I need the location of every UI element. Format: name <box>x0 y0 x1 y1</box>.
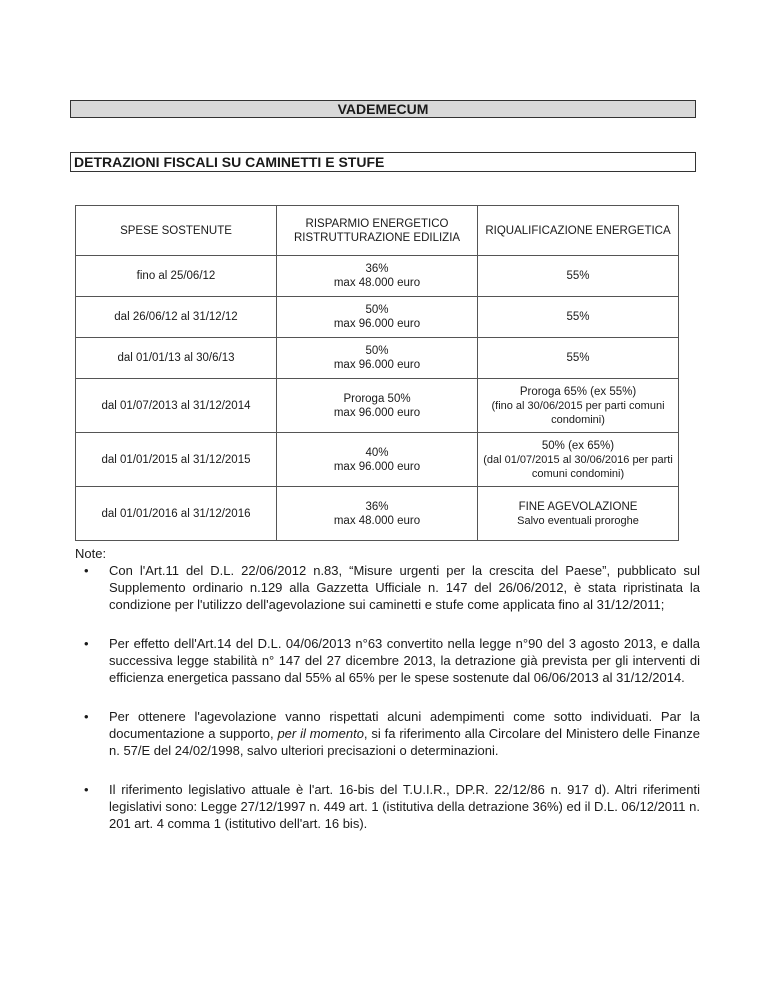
table-row <box>76 297 679 338</box>
riqualificazione-value: FINE AGEVOLAZIONE <box>518 500 638 513</box>
table-header-row <box>76 206 679 256</box>
header-risparmio: RISPARMIO ENERGETICO RISTRUTTURAZIONE EDILIZIA <box>277 206 478 256</box>
document-title: VADEMECUM <box>70 100 696 118</box>
deductions-table <box>75 205 679 541</box>
notes-label: Note: <box>75 546 107 561</box>
note-item <box>84 708 700 759</box>
risparmio-cell <box>277 297 478 338</box>
risparmio-value: 40% <box>365 446 389 459</box>
period-cell: dal 01/01/13 al 30/6/13 <box>76 338 277 379</box>
risparmio-value: 36% <box>365 263 389 275</box>
riqualificazione-cell <box>478 487 679 541</box>
riqualificazione-note: Salvo eventuali proroghe <box>517 514 639 527</box>
period-cell: dal 01/07/2013 al 31/12/2014 <box>76 379 277 433</box>
note-item <box>84 562 700 613</box>
section-title: DETRAZIONI FISCALI SU CAMINETTI E STUFE <box>70 152 696 172</box>
risparmio-limit: max 96.000 euro <box>333 359 421 371</box>
riqualificazione-value: Proroga 65% (ex 55%) <box>519 385 637 398</box>
risparmio-limit: max 96.000 euro <box>333 406 421 419</box>
note-text <box>109 709 700 758</box>
table-row <box>76 433 679 487</box>
bullet-icon: • <box>84 709 89 724</box>
riqualificazione-cell <box>478 297 679 338</box>
table-row <box>76 256 679 297</box>
table-row <box>76 487 679 541</box>
risparmio-cell <box>277 338 478 379</box>
risparmio-value: Proroga 50% <box>343 392 411 405</box>
risparmio-value: 36% <box>365 500 389 513</box>
risparmio-value: 50% <box>365 345 389 357</box>
risparmio-value: 50% <box>365 304 389 316</box>
notes-list <box>84 562 700 848</box>
table-row <box>76 338 679 379</box>
risparmio-cell <box>277 379 478 433</box>
period-cell: dal 01/01/2015 al 31/12/2015 <box>76 433 277 487</box>
note-text: Per effetto dell'Art.14 del D.L. 04/06/2013 n°63 convertito nella legge n°90 del 3 agosto 2013, e dalla successiva legge stabilità n° 147 del 27 dicembre 2013, la detrazione già prevista per gli interventi di efficienza energetica passano dal 55% al 65% per le spese sostenute dal 06/06/2013 al 31/12/2014. <box>109 636 700 685</box>
risparmio-limit: max 96.000 euro <box>333 460 421 473</box>
note-text: Con l'Art.11 del D.L. 22/06/2012 n.83, “Misure urgenti per la crescita del Paese”, pubblicato sul Supplemento ordinario n.129 alla Gazzetta Ufficiale n. 147 del 26/06/2012, è stata ripristinata la condizione per l'utilizzo dell'agevolazione sui caminetti e stufe come applicata fino al 31/12/2011; <box>109 563 700 612</box>
risparmio-cell <box>277 487 478 541</box>
period-cell: dal 01/01/2016 al 31/12/2016 <box>76 487 277 541</box>
risparmio-cell <box>277 256 478 297</box>
header-spese: SPESE SOSTENUTE <box>76 206 277 256</box>
bullet-icon: • <box>84 782 89 797</box>
header-riqualificazione: RIQUALIFICAZIONE ENERGETICA <box>478 206 679 256</box>
note-emphasis: per il momento <box>277 726 364 741</box>
riqualificazione-value: 50% (ex 65%) <box>541 439 615 452</box>
risparmio-limit: max 96.000 euro <box>333 318 421 330</box>
period-cell: dal 26/06/12 al 31/12/12 <box>76 297 277 338</box>
bullet-icon: • <box>84 563 89 578</box>
risparmio-limit: max 48.000 euro <box>333 514 421 527</box>
riqualificazione-note: (dal 01/07/2015 al 30/06/2016 per parti comuni condomini) <box>483 453 673 480</box>
note-text-part: Per ottenere l'agevolazione vanno rispettati alcuni adempimenti come sotto individuati. Par la documentazione a supporto, <box>109 709 700 741</box>
table-row <box>76 379 679 433</box>
risparmio-limit: max 48.000 euro <box>333 277 421 289</box>
riqualificazione-note: (fino al 30/06/2015 per parti comuni condomini) <box>491 399 665 426</box>
note-text-part: , si fa riferimento alla Circolare del Ministero delle Finanze n. 57/E del 24/02/1998, salvo ulteriori precisazioni o determinazioni. <box>109 726 700 758</box>
riqualificazione-cell <box>478 379 679 433</box>
riqualificazione-value: 55% <box>566 270 590 282</box>
riqualificazione-cell <box>478 338 679 379</box>
riqualificazione-value: 55% <box>566 311 590 323</box>
riqualificazione-cell <box>478 433 679 487</box>
note-item <box>84 781 700 832</box>
period-cell: fino al 25/06/12 <box>76 256 277 297</box>
bullet-icon: • <box>84 636 89 651</box>
riqualificazione-value: 55% <box>566 352 590 364</box>
note-text: Il riferimento legislativo attuale è l'art. 16-bis del T.U.I.R., DP.R. 22/12/86 n. 917 d). Altri riferimenti legislativi sono: Legge 27/12/1997 n. 449 art. 1 (istitutiva della detrazione 36%) ed il D.L. 06/12/2011 n. 201 art. 4 comma 1 (istitutivo dell'art. 16 bis). <box>109 782 700 831</box>
riqualificazione-cell <box>478 256 679 297</box>
risparmio-cell <box>277 433 478 487</box>
note-item <box>84 635 700 686</box>
